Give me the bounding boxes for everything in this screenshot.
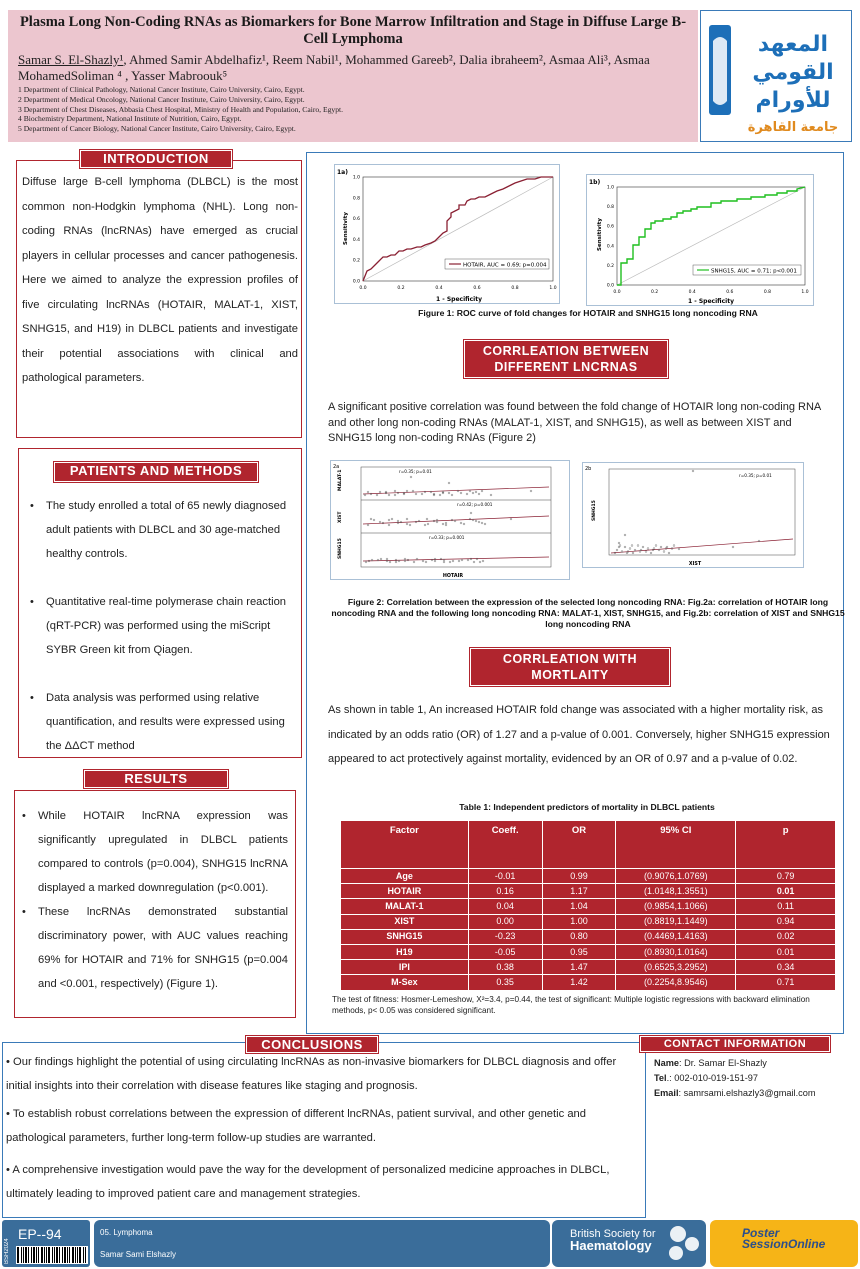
track-banner <box>94 1220 550 1267</box>
scatter-point <box>629 548 631 550</box>
scatter-point <box>467 559 469 561</box>
scatter-point <box>650 552 652 554</box>
scatter-point <box>379 491 381 493</box>
column-header: 95% CI <box>616 821 736 869</box>
legend-entry: HOTAIR, AUC = 0.69; p=0.004 <box>463 262 547 269</box>
scatter-point <box>481 490 483 492</box>
mortality-heading: CORRLEATION WITH MORTLAITY <box>470 648 670 686</box>
barcode-bar <box>79 1247 81 1263</box>
scatter-point <box>406 518 408 520</box>
table-cell: -0.05 <box>468 944 542 959</box>
scatter-point <box>451 494 453 496</box>
tick-label: 0.0 <box>613 290 621 295</box>
nci-logo <box>700 10 852 142</box>
scatter-point <box>394 494 396 496</box>
scatter-point <box>475 491 477 493</box>
scatter-point <box>510 518 512 520</box>
table-cell: 0.79 <box>736 869 836 884</box>
roc-hotair-plot <box>335 165 561 305</box>
barcode-bar <box>46 1247 47 1263</box>
table-cell: (0.6525,3.2952) <box>616 960 736 975</box>
scatter-point <box>404 558 406 560</box>
table-row <box>341 960 836 975</box>
poster-header <box>8 10 698 142</box>
affiliation: 4 Biochemistry Department, National Institute of Nutrition, Cairo, Egypt. <box>18 114 242 124</box>
scatter-point <box>637 545 639 547</box>
tick-label: 1.0 <box>801 290 809 295</box>
scatter-point <box>412 490 414 492</box>
barcode-bar <box>54 1247 55 1263</box>
affiliation: 2 Department of Medical Oncology, National Cancer Institute, Cairo University, Cairo, Egypt. <box>18 94 305 104</box>
scatter-point <box>624 534 626 536</box>
introduction-text: Diffuse large B-cell lymphoma (DLBCL) is the most common non-Hodgkin lymphoma (NHL). Long non-coding RNAs (lncRNAs) have emerged as crucial players in cellular processes and cancer pathogenesis. Here we aimed to analyze the expression profiles of five circulating lncRNAs (HOTAIR, MALAT-1, XIST, SNHG15, and H19) in DLBCL patients and investigate their potential associations with clinical and pathological parameters. <box>22 176 298 384</box>
panel-tag: 1a) <box>337 169 348 176</box>
methods-heading: PATIENTS AND METHODS <box>54 462 258 482</box>
panel-tag: 2b <box>585 466 592 472</box>
table-cell: -0.01 <box>468 869 542 884</box>
tick-label: 0.6 <box>726 290 734 295</box>
barcode-bar <box>33 1247 35 1263</box>
barcode-bar <box>23 1247 24 1263</box>
first-author: Samar S. El-Shazly¹ <box>18 52 124 67</box>
hotair-correlation-plot <box>331 461 571 581</box>
scatter-point <box>436 521 438 523</box>
figure-2-caption: Figure 2: Correlation between the expression of the selected long noncoding RNA: Fig.2a: correlation of HOTAIR long noncoding RNA and the following long noncoding RNA: MALAT-1, XIST, SNHG15, and Fig.2b: correlation of XIST and SNHG15 long noncoding RNA <box>331 597 845 629</box>
x-axis-label: XIST <box>688 562 702 567</box>
scatter-point <box>616 549 618 551</box>
table-row <box>341 975 836 990</box>
scatter-point <box>452 560 454 562</box>
column-header: Factor <box>341 821 469 869</box>
table-cell: 0.01 <box>736 884 836 899</box>
barcode-bar <box>69 1247 70 1263</box>
table-footnote: The test of fitness: Hosmer-Lemeshow, X²=3.4, p=0.44, the test of significant: Multiple logistic regressions with backward elimination methods, p< 0.05 was considered significant. <box>332 995 810 1015</box>
table-cell: 0.35 <box>468 975 542 990</box>
mortality-text: As shown in table 1, An increased HOTAIR fold change was associated with a higher mortality risk, as indicated by an odds ratio (OR) of 1.27 and a p-value of 0.001. Conversely, higher SNHG15 expression appeared to act protectively against mortality, evidenced by an OR of 0.97 and a p-value of 0.02. <box>328 704 830 765</box>
roc-curve-snhg15 <box>586 174 814 306</box>
tick-label: 1.0 <box>606 185 614 191</box>
scatter-point <box>460 522 462 524</box>
table-cell: 0.71 <box>736 975 836 990</box>
correlation-plot-hotair <box>330 460 570 580</box>
scatter-point <box>484 523 486 525</box>
y-axis-label: SNHG15 <box>338 538 343 559</box>
scatter-point <box>389 561 391 563</box>
scatter-point <box>632 552 634 554</box>
conclusion-item: • A comprehensive investigation would pave the way for the development of personalized medicine approaches in DLBCL, ultimately leading to improved patient care and management strategies. <box>6 1164 610 1200</box>
introduction-heading: INTRODUCTION <box>80 150 232 168</box>
pso-line: Poster <box>742 1226 780 1240</box>
tick-label: 0.0 <box>352 279 360 285</box>
contact-label: Tel <box>654 1073 667 1083</box>
barcode-icon <box>16 1246 88 1264</box>
barcode-bar <box>72 1247 74 1263</box>
barcode-bar <box>83 1247 84 1263</box>
list-item: • While HOTAIR lncRNA expression was significantly upregulated in DLBCL patients compared to controls (p=0.004), SNHG15 lncRNA displayed a marked downregulation (p<0.001). <box>14 804 292 900</box>
bsh-line: British Society for <box>570 1228 656 1240</box>
scatter-point <box>365 561 367 563</box>
conclusions-heading: CONCLUSIONS <box>246 1036 378 1053</box>
scatter-point <box>388 524 390 526</box>
contact-label: Email <box>654 1088 679 1098</box>
table-cell: 1.42 <box>542 975 616 990</box>
contact-phone: .: 002-010-019-151-97 <box>666 1073 759 1083</box>
correlation-label: r=0.35; p=0.01 <box>739 473 772 478</box>
scatter-point <box>424 524 426 526</box>
affiliations <box>18 85 688 134</box>
scatter-point <box>439 494 441 496</box>
scatter-point <box>388 494 390 496</box>
mortality-predictors-table <box>340 820 836 991</box>
contact-label: Name <box>654 1058 680 1068</box>
x-axis-label: 1 - Specificity <box>436 296 482 303</box>
table-cell: 0.95 <box>542 944 616 959</box>
table-cell: M-Sex <box>341 975 469 990</box>
scatter-point <box>478 521 480 523</box>
correlation-heading: CORRLEATION BETWEEN DIFFERENT LNCRNAS <box>464 340 668 378</box>
table-cell: 0.38 <box>468 960 542 975</box>
scatter-point <box>379 521 381 523</box>
table-cell: SNHG15 <box>341 929 469 944</box>
tick-label: 0.2 <box>651 290 659 295</box>
table-1-title: Table 1: Independent predictors of mortality in DLBCL patients <box>459 802 715 812</box>
barcode-bar <box>64 1247 66 1263</box>
scatter-point <box>645 551 647 553</box>
table-cell: (1.0148,1.3551) <box>616 884 736 899</box>
table-cell: 0.02 <box>736 929 836 944</box>
scatter-point <box>410 476 412 478</box>
table-cell: (0.9854,1.1066) <box>616 899 736 914</box>
contact-heading: CONTACT INFORMATION <box>640 1036 830 1052</box>
scatter-point <box>394 490 396 492</box>
tick-label: 0.6 <box>352 217 360 223</box>
table-cell: 0.04 <box>468 899 542 914</box>
contact-name: : Dr. Samar El-Shazly <box>679 1058 767 1068</box>
tick-label: 0.0 <box>606 283 614 289</box>
scatter-point <box>445 522 447 524</box>
list-item: • Data analysis was performed using relative quantification, and results were expressed using the ΔΔCT method <box>22 686 294 758</box>
tick-label: 0.0 <box>359 286 367 291</box>
scatter-point <box>397 520 399 522</box>
scatter-point <box>673 545 675 547</box>
table-cell: Age <box>341 869 469 884</box>
barcode-bar <box>44 1247 45 1263</box>
tick-label: 0.4 <box>435 286 443 291</box>
author-list <box>18 52 688 83</box>
barcode-bar <box>25 1247 27 1263</box>
barcode-bar <box>77 1247 78 1263</box>
scatter-point <box>663 551 665 553</box>
tick-label: 0.2 <box>352 258 360 264</box>
event-id: BSH2024 <box>4 1238 10 1264</box>
table-cell: 0.01 <box>736 944 836 959</box>
coauthors: , Ahmed Samir Abdelhafiz¹, Reem Nabil¹, Mohammed Gareeb², Dalia ibraheem², Asmaa Ali³, Asmaa MohamedSoliman ⁴ , Yasser Mabroouk⁵ <box>18 52 650 83</box>
table-cell: 1.47 <box>542 960 616 975</box>
bsh-text <box>570 1228 656 1252</box>
scatter-point <box>427 523 429 525</box>
barcode-bar <box>38 1247 39 1263</box>
scatter-point <box>618 546 620 548</box>
table-cell: 1.04 <box>542 899 616 914</box>
results-list <box>14 804 292 996</box>
scatter-point <box>478 493 480 495</box>
scatter-point <box>406 523 408 525</box>
tick-label: 0.2 <box>606 263 614 269</box>
tick-label: 0.4 <box>352 237 360 243</box>
xist-snhg15-plot <box>583 463 805 569</box>
scatter-point <box>367 491 369 493</box>
scatter-point <box>481 522 483 524</box>
barcode-bar <box>21 1247 22 1263</box>
scatter-point <box>458 560 460 562</box>
scatter-point <box>732 546 734 548</box>
tick-label: 1.0 <box>549 286 557 291</box>
table-cell: 0.80 <box>542 929 616 944</box>
column-header: Coeff. <box>468 821 542 869</box>
scatter-point <box>388 519 390 521</box>
bsh-line: Haematology <box>570 1238 652 1253</box>
correlation-label: r=0.42; p=0.001 <box>457 502 493 507</box>
scatter-point <box>415 493 417 495</box>
tick-label: 0.8 <box>511 286 519 291</box>
barcode-bar <box>31 1247 32 1263</box>
table-cell: (0.2254,8.9546) <box>616 975 736 990</box>
tick-label: 0.4 <box>606 244 614 250</box>
scatter-point <box>470 512 472 514</box>
scatter-point <box>642 546 644 548</box>
tick-label: 1.0 <box>352 175 360 181</box>
column-header: OR <box>542 821 616 869</box>
affiliation: 3 Department of Chest Diseases, Abbasia Chest Hospital, Ministry of Health and Population, Cairo, Egypt. <box>18 104 344 114</box>
table-row <box>341 899 836 914</box>
logo-line: القومي <box>752 60 834 85</box>
track-name: 05. Lymphoma <box>100 1228 153 1237</box>
figure-1-caption: Figure 1: ROC curve of fold changes for HOTAIR and SNHG15 long noncoding RNA <box>418 308 758 318</box>
scatter-point <box>386 558 388 560</box>
table-cell: 0.00 <box>468 914 542 929</box>
scatter-point <box>445 524 447 526</box>
correlation-plot-xist <box>582 462 804 568</box>
scatter-point <box>490 494 492 496</box>
scatter-point <box>391 518 393 520</box>
scatter-point <box>631 545 633 547</box>
scatter-point <box>434 560 436 562</box>
table-cell: 0.94 <box>736 914 836 929</box>
tick-label: 0.4 <box>688 290 696 295</box>
scatter-point <box>466 493 468 495</box>
scatter-point <box>472 492 474 494</box>
table-cell: 0.16 <box>468 884 542 899</box>
barcode-bar <box>62 1247 63 1263</box>
barcode-bar <box>17 1247 19 1263</box>
tick-label: 0.6 <box>606 224 614 230</box>
scatter-point <box>469 490 471 492</box>
table-cell: MALAT-1 <box>341 899 469 914</box>
nci-logo-graphic <box>701 11 851 141</box>
scatter-point <box>479 561 481 563</box>
barcode-bar <box>85 1247 86 1263</box>
table-row <box>341 914 836 929</box>
table-row <box>341 884 836 899</box>
list-item: • The study enrolled a total of 65 newly diagnosed adult patients with DLBCL and 30 age-matched healthy controls. <box>22 494 294 566</box>
y-axis-label: SNHG15 <box>592 500 597 521</box>
scatter-point <box>373 519 375 521</box>
scatter-point <box>422 560 424 562</box>
conclusion-item: • Our findings highlight the potential of using circulating lncRNAs as non-invasive biomarkers for DLBCL diagnosis and offer initial insights into their correlation with disease features like staging and prognosis. <box>6 1056 617 1092</box>
scatter-point <box>406 490 408 492</box>
scatter-point <box>626 552 628 554</box>
poster-number: EP--94 <box>18 1226 62 1242</box>
scatter-point <box>475 520 477 522</box>
scatter-point <box>425 561 427 563</box>
barcode-bar <box>41 1247 43 1263</box>
conclusion-item: • To establish robust correlations between the expression of different lncRNAs, patient survival, and other genetic and pathological parameters, further long-term follow-up studies are warranted. <box>6 1108 586 1144</box>
correlation-label: r=0.33; p=0.001 <box>429 535 465 540</box>
scatter-point <box>409 524 411 526</box>
logo-line: المعهد <box>757 32 829 57</box>
contact-email: : samrsami.elshazly3@gmail.com <box>678 1088 816 1098</box>
table-cell: HOTAIR <box>341 884 469 899</box>
table-cell: 1.17 <box>542 884 616 899</box>
barcode-bar <box>75 1247 76 1263</box>
scatter-point <box>448 482 450 484</box>
x-axis-label: 1 - Specificity <box>688 298 734 305</box>
scatter-point <box>421 493 423 495</box>
table-cell: (0.8819,1.1449) <box>616 914 736 929</box>
pso-line: SessionOnline <box>742 1237 826 1251</box>
scatter-point <box>647 548 649 550</box>
table-row <box>341 869 836 884</box>
tick-label: 0.8 <box>763 290 771 295</box>
scatter-point <box>448 492 450 494</box>
table-header-row <box>341 821 836 869</box>
tick-label: 0.2 <box>397 286 405 291</box>
scatter-point <box>376 494 378 496</box>
scatter-point <box>395 561 397 563</box>
scatter-point <box>678 548 680 550</box>
barcode-bar <box>36 1247 37 1263</box>
x-axis-label: HOTAIR <box>442 574 464 579</box>
panel-tag: 2a <box>333 464 340 470</box>
logo-line: جامعة القاهرة <box>747 120 839 135</box>
list-item: • Quantitative real-time polymerase chain reaction (qRT-PCR) was performed using the miScript SYBR Green kit from Qiagen. <box>22 590 294 662</box>
table-row <box>341 929 836 944</box>
scatter-point <box>460 492 462 494</box>
table-cell: (0.4469,1.4163) <box>616 929 736 944</box>
scatter-point <box>443 561 445 563</box>
scatter-point <box>461 559 463 561</box>
table-cell: 0.99 <box>542 869 616 884</box>
scatter-point <box>634 549 636 551</box>
barcode-bar <box>59 1247 60 1263</box>
table-cell: H19 <box>341 944 469 959</box>
panel-tag: 1b) <box>589 179 601 186</box>
table-cell: -0.23 <box>468 929 542 944</box>
scatter-point <box>660 546 662 548</box>
table-cell: (0.9076,1.0769) <box>616 869 736 884</box>
results-heading: RESULTS <box>84 770 228 788</box>
barcode-bar <box>48 1247 50 1263</box>
contact-info <box>654 1056 854 1101</box>
barcode-bar <box>28 1247 29 1263</box>
table-cell: 0.34 <box>736 960 836 975</box>
correlation-label: r=0.35; p=0.01 <box>399 469 432 474</box>
tick-label: 0.6 <box>473 286 481 291</box>
poster-title: Plasma Long Non-Coding RNAs as Biomarkers for Bone Marrow Infiltration and Stage in Diffuse Large B-Cell Lymphoma <box>19 14 687 47</box>
roc-snhg15-plot <box>587 175 815 307</box>
pso-text <box>742 1228 825 1250</box>
barcode-bar <box>52 1247 53 1263</box>
scatter-point <box>692 470 694 472</box>
affiliation: 5 Department of Cancer Biology, National Cancer Institute, Cairo University, Cairo, Egypt. <box>18 124 296 134</box>
scatter-point <box>668 552 670 554</box>
logo-line: للأورام <box>755 88 831 113</box>
scatter-point <box>655 545 657 547</box>
y-axis-label: MALAT-1 <box>338 469 343 491</box>
scatter-point <box>364 494 366 496</box>
correlation-text: A significant positive correlation was found between the fold change of HOTAIR long non-coding RNA and other long non-coding RNAs (MALAT-1, XIST, and SNHG15), as well as between XIST and SNHG15 long non-coding RNAs (Figure 2) <box>328 401 821 444</box>
scatter-point <box>370 518 372 520</box>
scatter-point <box>473 561 475 563</box>
y-axis-label: Sensitivity <box>597 218 603 251</box>
scatter-point <box>463 523 465 525</box>
tick-label: 0.8 <box>352 196 360 202</box>
barcode-bar <box>67 1247 68 1263</box>
y-axis-label: Sensitivity <box>343 212 349 245</box>
roc-curve-hotair <box>334 164 560 304</box>
table-cell: (0.8930,1.0164) <box>616 944 736 959</box>
y-axis-label: XIST <box>338 511 343 523</box>
presenter-name: Samar Sami Elshazly <box>100 1250 177 1259</box>
scatter-point <box>380 558 382 560</box>
table-cell: 0.11 <box>736 899 836 914</box>
barcode-bar <box>56 1247 58 1263</box>
scatter-point <box>426 518 428 520</box>
table-row <box>341 944 836 959</box>
list-item: • These lncRNAs demonstrated substantial discriminatory power, with AUC values reaching 69% for HOTAIR and 71% for SNHG15 (p=0.004 and <0.001, respectively) (Figure 1). <box>14 900 292 996</box>
scatter-point <box>482 560 484 562</box>
tick-label: 0.8 <box>606 205 614 211</box>
scatter-point <box>624 546 626 548</box>
affiliation: 1 Department of Clinical Pathology, National Cancer Institute, Cairo University, Cairo, Egypt. <box>18 85 305 94</box>
scatter-point <box>413 561 415 563</box>
scatter-point <box>367 524 369 526</box>
methods-list <box>22 494 294 782</box>
table-cell: IPI <box>341 960 469 975</box>
scatter-point <box>618 542 620 544</box>
scatter-point <box>442 523 444 525</box>
scatter-point <box>449 561 451 563</box>
scatter-point <box>530 490 532 492</box>
table-cell: XIST <box>341 914 469 929</box>
legend-entry: SNHG15, AUC = 0.71; p<0.001 <box>711 268 797 275</box>
column-header: p <box>736 821 836 869</box>
table-cell: 1.00 <box>542 914 616 929</box>
